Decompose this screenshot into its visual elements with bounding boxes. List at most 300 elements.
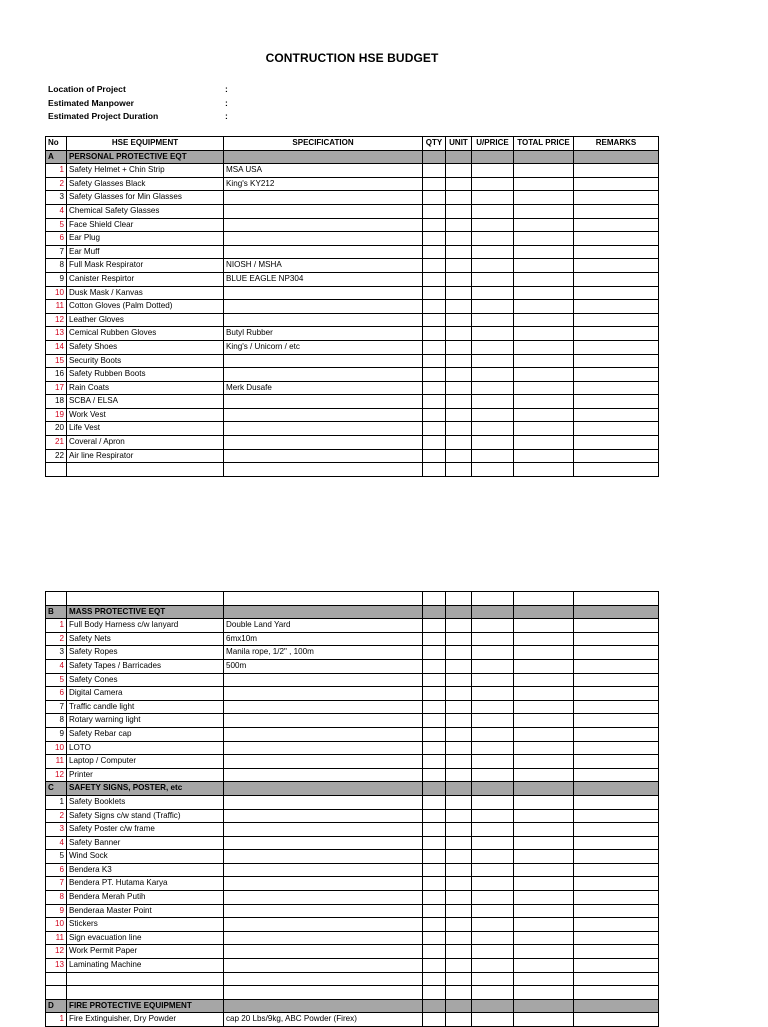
specification-cell bbox=[224, 245, 423, 259]
section-row bbox=[46, 782, 659, 796]
unit-price-cell bbox=[472, 999, 514, 1013]
row-number bbox=[46, 986, 67, 1000]
specification-cell bbox=[224, 449, 423, 463]
unit-cell bbox=[446, 877, 472, 891]
total-price-cell bbox=[514, 659, 574, 673]
table-row bbox=[46, 863, 659, 877]
table-row bbox=[46, 177, 659, 191]
table-row bbox=[46, 700, 659, 714]
unit-cell bbox=[446, 340, 472, 354]
equipment-name: Bendera Merah Putih bbox=[67, 891, 224, 905]
row-number bbox=[46, 972, 67, 986]
table-row bbox=[46, 449, 659, 463]
row-number: 16 bbox=[46, 368, 67, 382]
specification-cell bbox=[224, 436, 423, 450]
row-number: 11 bbox=[46, 300, 67, 314]
remarks-cell bbox=[574, 836, 659, 850]
unit-price-cell bbox=[472, 741, 514, 755]
equipment-name: Safety Signs c/w stand (Traffic) bbox=[67, 809, 224, 823]
table-row bbox=[46, 755, 659, 769]
unit-price-cell bbox=[472, 436, 514, 450]
total-price-cell bbox=[514, 313, 574, 327]
remarks-cell bbox=[574, 449, 659, 463]
unit-cell bbox=[446, 272, 472, 286]
table-row bbox=[46, 436, 659, 450]
total-price-cell bbox=[514, 945, 574, 959]
row-number: 22 bbox=[46, 449, 67, 463]
row-number bbox=[46, 592, 67, 606]
qty-cell bbox=[423, 259, 446, 273]
qty-cell bbox=[423, 463, 446, 477]
specification-cell: NIOSH / MSHA bbox=[224, 259, 423, 273]
unit-price-cell bbox=[472, 218, 514, 232]
document-title: CONTRUCTION HSE BUDGET bbox=[265, 51, 439, 65]
remarks-cell bbox=[574, 972, 659, 986]
unit-price-cell bbox=[472, 700, 514, 714]
total-price-cell bbox=[514, 368, 574, 382]
unit-cell bbox=[446, 673, 472, 687]
row-number: 9 bbox=[46, 727, 67, 741]
budget-table-part-1 bbox=[45, 136, 659, 477]
unit-price-cell bbox=[472, 646, 514, 660]
unit-cell bbox=[446, 605, 472, 619]
remarks-cell bbox=[574, 687, 659, 701]
table-row bbox=[46, 1013, 659, 1027]
project-info bbox=[48, 83, 348, 124]
total-price-cell bbox=[514, 150, 574, 164]
remarks-cell bbox=[574, 809, 659, 823]
qty-cell bbox=[423, 850, 446, 864]
qty-cell bbox=[423, 408, 446, 422]
specification-cell bbox=[224, 408, 423, 422]
total-price-cell bbox=[514, 191, 574, 205]
qty-cell bbox=[423, 659, 446, 673]
qty-cell bbox=[423, 891, 446, 905]
qty-cell bbox=[423, 673, 446, 687]
equipment-name: Cemical Rubben Gloves bbox=[67, 327, 224, 341]
qty-cell bbox=[423, 877, 446, 891]
remarks-cell bbox=[574, 850, 659, 864]
specification-cell bbox=[224, 395, 423, 409]
row-number: 1 bbox=[46, 795, 67, 809]
table-row bbox=[46, 286, 659, 300]
row-number: 15 bbox=[46, 354, 67, 368]
table-row bbox=[46, 945, 659, 959]
table-row bbox=[46, 300, 659, 314]
total-price-cell bbox=[514, 164, 574, 178]
total-price-cell bbox=[514, 931, 574, 945]
total-price-cell bbox=[514, 340, 574, 354]
total-price-cell bbox=[514, 768, 574, 782]
table-row bbox=[46, 632, 659, 646]
header-no: No bbox=[46, 137, 67, 151]
specification-cell bbox=[224, 959, 423, 973]
remarks-cell bbox=[574, 700, 659, 714]
table-row bbox=[46, 877, 659, 891]
table-row bbox=[46, 646, 659, 660]
row-number: A bbox=[46, 150, 67, 164]
qty-cell bbox=[423, 272, 446, 286]
table-row bbox=[46, 354, 659, 368]
remarks-cell bbox=[574, 714, 659, 728]
unit-cell bbox=[446, 918, 472, 932]
remarks-cell bbox=[574, 300, 659, 314]
unit-cell bbox=[446, 836, 472, 850]
total-price-cell bbox=[514, 259, 574, 273]
specification-cell bbox=[224, 714, 423, 728]
unit-cell bbox=[446, 959, 472, 973]
equipment-name: Safety Glasses for Min Glasses bbox=[67, 191, 224, 205]
table-row bbox=[46, 809, 659, 823]
total-price-cell bbox=[514, 850, 574, 864]
unit-cell bbox=[446, 177, 472, 191]
row-number: 10 bbox=[46, 741, 67, 755]
equipment-name: SCBA / ELSA bbox=[67, 395, 224, 409]
equipment-name: Safety Tapes / Barricades bbox=[67, 659, 224, 673]
specification-cell bbox=[224, 850, 423, 864]
qty-cell bbox=[423, 809, 446, 823]
remarks-cell bbox=[574, 592, 659, 606]
equipment-name: Digital Camera bbox=[67, 687, 224, 701]
specification-cell bbox=[224, 727, 423, 741]
total-price-cell bbox=[514, 823, 574, 837]
equipment-name: Printer bbox=[67, 768, 224, 782]
unit-cell bbox=[446, 313, 472, 327]
unit-price-cell bbox=[472, 449, 514, 463]
row-number: 4 bbox=[46, 659, 67, 673]
table-row bbox=[46, 687, 659, 701]
header-unit: UNIT bbox=[446, 137, 472, 151]
unit-cell bbox=[446, 259, 472, 273]
unit-cell bbox=[446, 891, 472, 905]
total-price-cell bbox=[514, 381, 574, 395]
equipment-name: Ear Muff bbox=[67, 245, 224, 259]
table-row bbox=[46, 714, 659, 728]
table-row bbox=[46, 313, 659, 327]
total-price-cell bbox=[514, 218, 574, 232]
row-number: 14 bbox=[46, 340, 67, 354]
remarks-cell bbox=[574, 918, 659, 932]
table-row bbox=[46, 422, 659, 436]
unit-price-cell bbox=[472, 782, 514, 796]
specification-cell bbox=[224, 232, 423, 246]
total-price-cell bbox=[514, 354, 574, 368]
remarks-cell bbox=[574, 218, 659, 232]
unit-cell bbox=[446, 795, 472, 809]
total-price-cell bbox=[514, 877, 574, 891]
specification-cell bbox=[224, 592, 423, 606]
remarks-cell bbox=[574, 768, 659, 782]
equipment-name: Sign evacuation line bbox=[67, 931, 224, 945]
unit-cell bbox=[446, 646, 472, 660]
unit-price-cell bbox=[472, 177, 514, 191]
section-row bbox=[46, 605, 659, 619]
remarks-cell bbox=[574, 164, 659, 178]
row-number: 10 bbox=[46, 286, 67, 300]
total-price-cell bbox=[514, 863, 574, 877]
qty-cell bbox=[423, 904, 446, 918]
row-number: 17 bbox=[46, 381, 67, 395]
total-price-cell bbox=[514, 300, 574, 314]
qty-cell bbox=[423, 395, 446, 409]
equipment-name: Bendera PT. Hutama Karya bbox=[67, 877, 224, 891]
total-price-cell bbox=[514, 741, 574, 755]
unit-cell bbox=[446, 904, 472, 918]
unit-cell bbox=[446, 232, 472, 246]
unit-price-cell bbox=[472, 795, 514, 809]
info-label: Location of Project bbox=[48, 84, 126, 94]
unit-cell bbox=[446, 354, 472, 368]
total-price-cell bbox=[514, 891, 574, 905]
remarks-cell bbox=[574, 795, 659, 809]
total-price-cell bbox=[514, 177, 574, 191]
qty-cell bbox=[423, 768, 446, 782]
remarks-cell bbox=[574, 931, 659, 945]
unit-cell bbox=[446, 592, 472, 606]
qty-cell bbox=[423, 340, 446, 354]
specification-cell: MSA USA bbox=[224, 164, 423, 178]
qty-cell bbox=[423, 286, 446, 300]
specification-cell: Merk Dusafe bbox=[224, 381, 423, 395]
row-number: C bbox=[46, 782, 67, 796]
qty-cell bbox=[423, 959, 446, 973]
unit-cell bbox=[446, 436, 472, 450]
section-title: FIRE PROTECTIVE EQUIPMENT bbox=[67, 999, 224, 1013]
unit-price-cell bbox=[472, 245, 514, 259]
total-price-cell bbox=[514, 700, 574, 714]
unit-price-cell bbox=[472, 300, 514, 314]
unit-price-cell bbox=[472, 687, 514, 701]
header-specification: SPECIFICATION bbox=[224, 137, 423, 151]
unit-price-cell bbox=[472, 904, 514, 918]
total-price-cell bbox=[514, 999, 574, 1013]
specification-cell: Manila rope, 1/2" , 100m bbox=[224, 646, 423, 660]
table-row bbox=[46, 972, 659, 986]
specification-cell bbox=[224, 836, 423, 850]
total-price-cell bbox=[514, 755, 574, 769]
row-number: 12 bbox=[46, 945, 67, 959]
header-unit-price: U/PRICE bbox=[472, 137, 514, 151]
table-row bbox=[46, 259, 659, 273]
row-number: 2 bbox=[46, 177, 67, 191]
total-price-cell bbox=[514, 727, 574, 741]
row-number: 2 bbox=[46, 809, 67, 823]
unit-cell bbox=[446, 986, 472, 1000]
unit-cell bbox=[446, 395, 472, 409]
remarks-cell bbox=[574, 673, 659, 687]
equipment-name: Cotton Gloves (Palm Dotted) bbox=[67, 300, 224, 314]
qty-cell bbox=[423, 782, 446, 796]
table-row bbox=[46, 918, 659, 932]
total-price-cell bbox=[514, 972, 574, 986]
qty-cell bbox=[423, 449, 446, 463]
specification-cell bbox=[224, 422, 423, 436]
specification-cell: King's KY212 bbox=[224, 177, 423, 191]
remarks-cell bbox=[574, 646, 659, 660]
specification-cell bbox=[224, 150, 423, 164]
equipment-name: Safety Nets bbox=[67, 632, 224, 646]
unit-cell bbox=[446, 714, 472, 728]
specification-cell bbox=[224, 795, 423, 809]
equipment-name: Security Boots bbox=[67, 354, 224, 368]
remarks-cell bbox=[574, 327, 659, 341]
qty-cell bbox=[423, 727, 446, 741]
specification-cell: Butyl Rubber bbox=[224, 327, 423, 341]
equipment-name bbox=[67, 972, 224, 986]
qty-cell bbox=[423, 945, 446, 959]
remarks-cell bbox=[574, 463, 659, 477]
specification-cell bbox=[224, 945, 423, 959]
specification-cell bbox=[224, 741, 423, 755]
unit-price-cell bbox=[472, 408, 514, 422]
row-number: 3 bbox=[46, 191, 67, 205]
remarks-cell bbox=[574, 395, 659, 409]
unit-cell bbox=[446, 164, 472, 178]
table-row bbox=[46, 727, 659, 741]
section-title: SAFETY SIGNS, POSTER, etc bbox=[67, 782, 224, 796]
row-number: 13 bbox=[46, 327, 67, 341]
row-number: 8 bbox=[46, 714, 67, 728]
info-row-duration bbox=[48, 110, 348, 124]
qty-cell bbox=[423, 741, 446, 755]
info-label: Estimated Project Duration bbox=[48, 111, 159, 122]
total-price-cell bbox=[514, 204, 574, 218]
header-qty: QTY bbox=[423, 137, 446, 151]
total-price-cell bbox=[514, 687, 574, 701]
total-price-cell bbox=[514, 836, 574, 850]
table-row bbox=[46, 891, 659, 905]
equipment-name: Safety Shoes bbox=[67, 340, 224, 354]
equipment-name bbox=[67, 592, 224, 606]
header-total-price: TOTAL PRICE bbox=[514, 137, 574, 151]
unit-price-cell bbox=[472, 727, 514, 741]
total-price-cell bbox=[514, 449, 574, 463]
row-number: 10 bbox=[46, 918, 67, 932]
info-colon: : bbox=[225, 97, 228, 108]
row-number: 8 bbox=[46, 259, 67, 273]
unit-price-cell bbox=[472, 605, 514, 619]
table-row bbox=[46, 592, 659, 606]
table-row bbox=[46, 164, 659, 178]
table-row bbox=[46, 659, 659, 673]
remarks-cell bbox=[574, 150, 659, 164]
row-number: 5 bbox=[46, 218, 67, 232]
specification-cell bbox=[224, 768, 423, 782]
specification-cell bbox=[224, 891, 423, 905]
header-hse-equipment: HSE EQUIPMENT bbox=[67, 137, 224, 151]
remarks-cell bbox=[574, 999, 659, 1013]
unit-cell bbox=[446, 863, 472, 877]
equipment-name: Safety Poster c/w frame bbox=[67, 823, 224, 837]
specification-cell bbox=[224, 972, 423, 986]
equipment-name: Full Body Harness c/w lanyard bbox=[67, 619, 224, 633]
unit-price-cell bbox=[472, 150, 514, 164]
row-number: 9 bbox=[46, 272, 67, 286]
total-price-cell bbox=[514, 782, 574, 796]
row-number: 12 bbox=[46, 313, 67, 327]
specification-cell bbox=[224, 782, 423, 796]
qty-cell bbox=[423, 313, 446, 327]
total-price-cell bbox=[514, 673, 574, 687]
specification-cell bbox=[224, 999, 423, 1013]
row-number: 7 bbox=[46, 877, 67, 891]
section-title: MASS PROTECTIVE EQT bbox=[67, 605, 224, 619]
equipment-name: Stickers bbox=[67, 918, 224, 932]
specification-cell bbox=[224, 931, 423, 945]
info-colon: : bbox=[225, 111, 228, 122]
unit-cell bbox=[446, 768, 472, 782]
remarks-cell bbox=[574, 863, 659, 877]
table-row bbox=[46, 381, 659, 395]
row-number: 21 bbox=[46, 436, 67, 450]
row-number: 6 bbox=[46, 687, 67, 701]
equipment-name: Rain Coats bbox=[67, 381, 224, 395]
equipment-name: Safety Booklets bbox=[67, 795, 224, 809]
specification-cell: Double Land Yard bbox=[224, 619, 423, 633]
qty-cell bbox=[423, 918, 446, 932]
specification-cell bbox=[224, 687, 423, 701]
row-number: 1 bbox=[46, 1013, 67, 1027]
unit-price-cell bbox=[472, 592, 514, 606]
remarks-cell bbox=[574, 605, 659, 619]
qty-cell bbox=[423, 931, 446, 945]
equipment-name: Bendera K3 bbox=[67, 863, 224, 877]
qty-cell bbox=[423, 836, 446, 850]
equipment-name: Ear Plug bbox=[67, 232, 224, 246]
unit-price-cell bbox=[472, 354, 514, 368]
table-row bbox=[46, 191, 659, 205]
unit-price-cell bbox=[472, 191, 514, 205]
specification-cell bbox=[224, 313, 423, 327]
equipment-name: Life Vest bbox=[67, 422, 224, 436]
row-number: 7 bbox=[46, 700, 67, 714]
equipment-name: Rotary warning light bbox=[67, 714, 224, 728]
remarks-cell bbox=[574, 891, 659, 905]
remarks-cell bbox=[574, 354, 659, 368]
table-row bbox=[46, 768, 659, 782]
unit-price-cell bbox=[472, 931, 514, 945]
qty-cell bbox=[423, 972, 446, 986]
unit-cell bbox=[446, 741, 472, 755]
total-price-cell bbox=[514, 327, 574, 341]
unit-price-cell bbox=[472, 863, 514, 877]
total-price-cell bbox=[514, 592, 574, 606]
qty-cell bbox=[423, 986, 446, 1000]
total-price-cell bbox=[514, 232, 574, 246]
qty-cell bbox=[423, 218, 446, 232]
total-price-cell bbox=[514, 632, 574, 646]
specification-cell bbox=[224, 463, 423, 477]
table-row bbox=[46, 232, 659, 246]
equipment-name: Safety Helmet + Chin Strip bbox=[67, 164, 224, 178]
remarks-cell bbox=[574, 727, 659, 741]
table-row bbox=[46, 340, 659, 354]
equipment-name: Face Shield Clear bbox=[67, 218, 224, 232]
total-price-cell bbox=[514, 795, 574, 809]
unit-price-cell bbox=[472, 395, 514, 409]
table-row bbox=[46, 463, 659, 477]
info-row-manpower bbox=[48, 97, 348, 111]
equipment-name: Canister Respirtor bbox=[67, 272, 224, 286]
equipment-name: Full Mask Respirator bbox=[67, 259, 224, 273]
remarks-cell bbox=[574, 1013, 659, 1027]
specification-cell bbox=[224, 286, 423, 300]
equipment-name: Wind Sock bbox=[67, 850, 224, 864]
table-row bbox=[46, 850, 659, 864]
qty-cell bbox=[423, 300, 446, 314]
unit-price-cell bbox=[472, 823, 514, 837]
qty-cell bbox=[423, 592, 446, 606]
